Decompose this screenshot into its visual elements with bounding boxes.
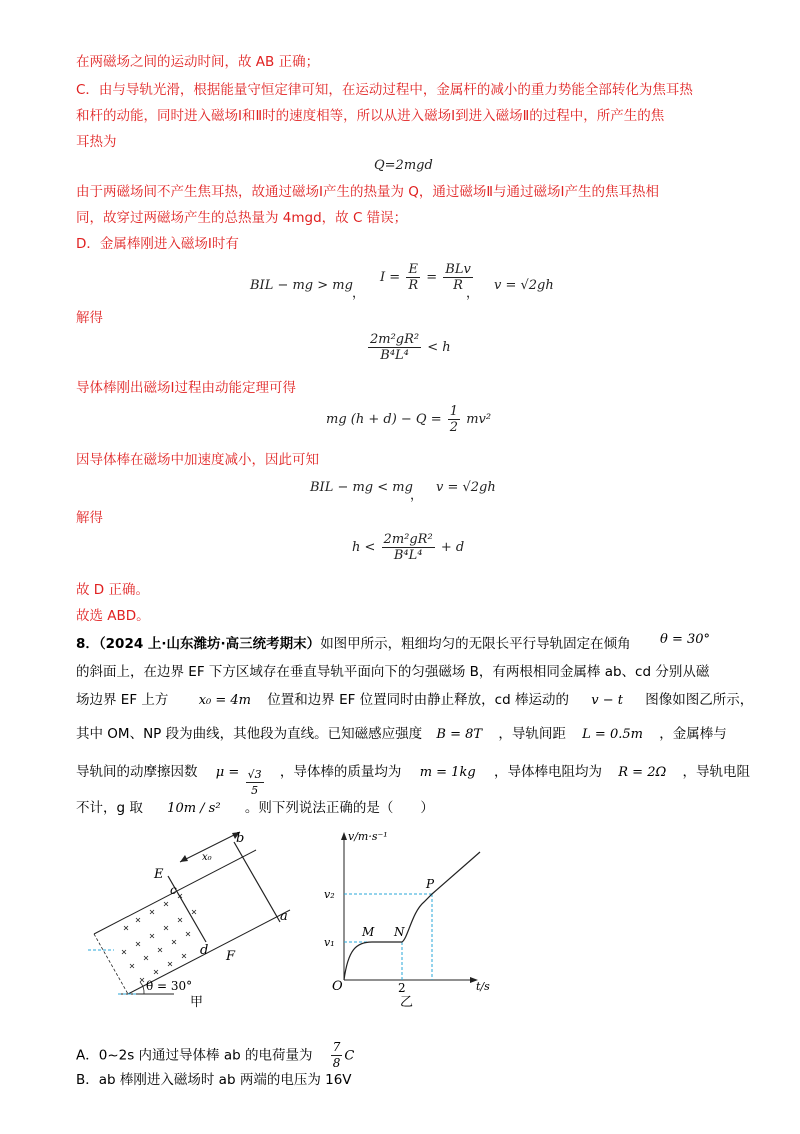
solution-line: 解得	[76, 310, 103, 326]
vt-curve	[344, 852, 480, 980]
figure-vt-graph	[312, 822, 502, 1012]
equation-force-2: BIL − mg < mg	[310, 480, 413, 495]
question-line: 场边界 EF 上方 x₀ = 4m 位置和边界 EF 位置同时由静止释放，cd 棒运动的 v − t 图像如图乙所示，	[76, 692, 754, 708]
rod-ab	[234, 842, 280, 922]
magnetic-field-crosses	[122, 894, 196, 982]
solution-line: 和杆的动能，同时进入磁场Ⅰ和Ⅱ时的速度相等，所以从进入磁场Ⅰ到进入磁场Ⅱ的过程中，所产生的焦	[76, 108, 665, 124]
incline-base	[94, 934, 128, 994]
label-p: P	[426, 877, 435, 891]
equation-current: I = $\frac{E}{R}$ = $\frac{\text{BLv}}{R}$	[380, 262, 471, 293]
comma: ，	[352, 286, 366, 301]
label-v2: v₂	[324, 888, 335, 901]
question-line: 导轨间的动摩擦因数 μ = $\frac{√3}{5}$ ，导体棒的质量均为 m = 1kg ，导体棒电阻均为 R = 2Ω ，导轨电阻	[76, 764, 751, 797]
label-d: d	[200, 943, 209, 958]
label-o: O	[332, 979, 343, 994]
label-x0: x₀	[202, 852, 212, 863]
question-line: 的斜面上，在边界 EF 下方区域存在垂直导轨平面向下的匀强磁场 B，有两根相同金属棒 ab、cd 分别从磁	[76, 664, 710, 680]
solution-line: D．金属棒刚进入磁场Ⅰ时有	[76, 236, 239, 252]
equation-result-1: $\frac{\text{2m²gR²}}{\text{B⁴L⁴}}$ < h	[370, 332, 451, 363]
solution-line: 在两磁场之间的运动时间，故 AB 正确；	[76, 54, 320, 70]
solution-line: C．由与导轨光滑，根据能量守恒定律可知，在运动过程中，金属杆的减小的重力势能全部转化为焦耳热	[76, 82, 693, 98]
comma: ，	[410, 488, 424, 503]
equation-energy: mg (h + d) − Q = $\frac{1}{2}$ mv²	[326, 404, 492, 435]
solution-line: 因导体棒在磁场中加速度减小，因此可知	[76, 452, 319, 468]
solution-line: 故选 ABD。	[76, 608, 150, 624]
label-theta: θ = 30°	[146, 979, 193, 993]
solution-line: 导体棒刚出磁场Ⅰ过程由动能定理可得	[76, 380, 296, 396]
label-ylabel: v/m·s⁻¹	[348, 830, 388, 843]
equation-velocity: v = √2gh	[494, 278, 554, 293]
label-n: N	[394, 925, 405, 939]
equation-velocity-2: v = √2gh	[436, 480, 496, 495]
question-line: 其中 OM、NP 段为曲线，其他段为直线。已知磁感应强度 B = 8T ，导轨间距 L = 0.5m ，金属棒与	[76, 726, 727, 742]
label-f: F	[226, 949, 236, 964]
label-xlabel: t/s	[476, 980, 490, 993]
caption-jia: 甲	[190, 995, 204, 1010]
comma: ，	[466, 286, 480, 301]
solution-line: 故 D 正确。	[76, 582, 149, 598]
solution-line: 由于两磁场间不产生焦耳热，故通过磁场Ⅰ产生的热量为 Q，通过磁场Ⅱ与通过磁场Ⅰ产生的焦耳热相	[76, 184, 660, 200]
solution-line: 同，故穿过两磁场产生的总热量为 4mgd，故 C 错误；	[76, 210, 408, 226]
label-a: a	[280, 909, 288, 924]
solution-line: 耳热为	[76, 134, 117, 150]
option-b: B．ab 棒刚进入磁场时 ab 两端的电压为 16V	[76, 1072, 352, 1088]
label-v1: v₁	[324, 936, 335, 949]
label-e: E	[154, 867, 164, 882]
equation-q: Q=2mgd	[374, 158, 433, 173]
label-c: c	[170, 883, 177, 897]
question-line: 不计，g 取 10m / s² 。则下列说法正确的是（ ）	[76, 800, 434, 816]
question-line: 8．（2024 上·山东潍坊·高三统考期末）如图甲所示，粗细均匀的无限长平行导轨固定在倾角	[76, 636, 631, 652]
solution-line: 解得	[76, 510, 103, 526]
angle-value: θ = 30°	[660, 632, 711, 647]
label-b: b	[236, 831, 245, 846]
label-t2: 2	[398, 981, 406, 995]
equation-force: BIL − mg > mg	[250, 278, 353, 293]
figure-incline	[84, 822, 314, 1012]
caption-yi: 乙	[400, 995, 414, 1010]
equation-result-2: h < $\frac{\text{2m²gR²}}{\text{B⁴L⁴}}$ + d	[352, 532, 465, 563]
label-m: M	[362, 925, 375, 939]
option-a: A．0~2s 内通过导体棒 ab 的电荷量为 $\frac{7}{8}$ C	[76, 1040, 355, 1070]
